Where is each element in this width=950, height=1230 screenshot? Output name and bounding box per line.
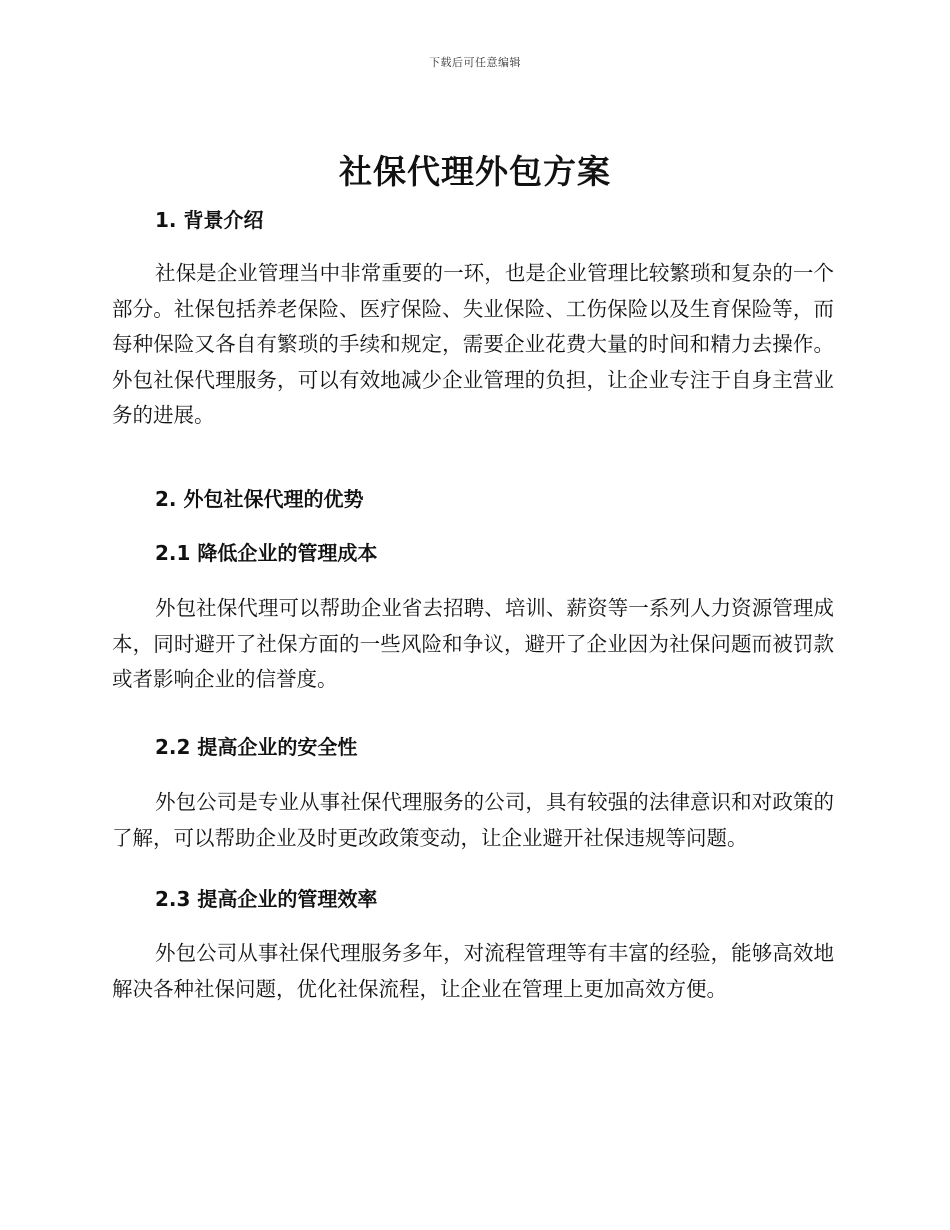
section-heading-reduce-cost: 2.1 降低企业的管理成本: [155, 541, 378, 565]
section-heading-improve-security: 2.2 提高企业的安全性: [155, 735, 358, 759]
paragraph-improve-efficiency: 外包公司从事社保代理服务多年，对流程管理等有丰富的经验，能够高效地解决各种社保问题，优化社保流程，让企业在管理上更加高效方便。: [112, 941, 834, 1001]
page-header-note: 下载后可任意编辑: [429, 56, 521, 69]
paragraph-reduce-cost: 外包社保代理可以帮助企业省去招聘、培训、薪资等一系列人力资源管理成本，同时避开了社保方面的一些风险和争议，避开了企业因为社保问题而被罚款或者影响企业的信誉度。: [112, 596, 834, 691]
section-heading-background: 1. 背景介绍: [155, 208, 264, 232]
document-title: 社保代理外包方案: [339, 152, 611, 191]
paragraph-improve-security: 外包公司是专业从事社保代理服务的公司，具有较强的法律意识和对政策的了解，可以帮助企业及时更改政策变动，让企业避开社保违规等问题。: [112, 790, 834, 850]
section-heading-advantages: 2. 外包社保代理的优势: [155, 487, 364, 511]
paragraph-background: 社保是企业管理当中非常重要的一环，也是企业管理比较繁琐和复杂的一个部分。社保包括养老保险、医疗保险、失业保险、工伤保险以及生育保险等，而每种保险又各自有繁琐的手续和规定，需要企业花费大量的时间和精力去操作。外包社保代理服务，可以有效地减少企业管理的负担，让企业专注于自身主营业务的进展。: [112, 261, 834, 427]
section-heading-improve-efficiency: 2.3 提高企业的管理效率: [155, 887, 378, 911]
